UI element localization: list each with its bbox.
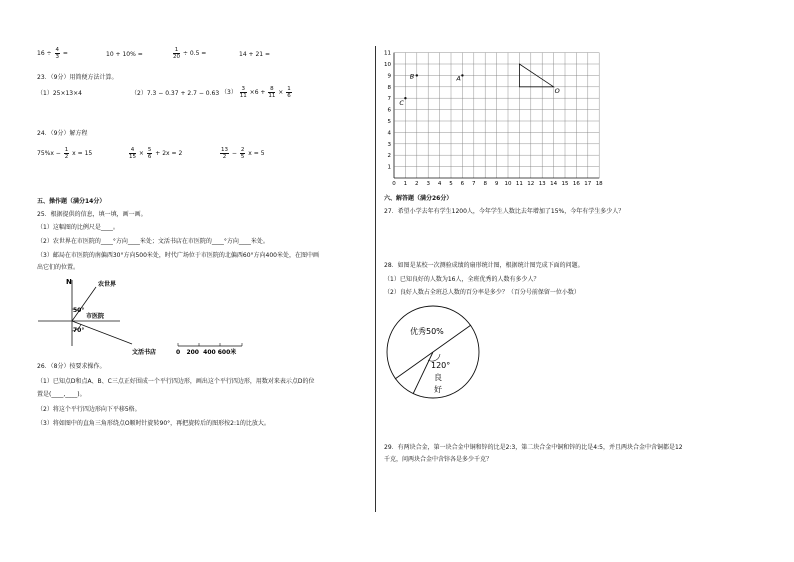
coordinate-grid <box>380 48 610 190</box>
denominator: 3 <box>55 54 59 60</box>
point-B-label: B <box>409 72 415 81</box>
q23-part3-label: （3） <box>221 89 237 96</box>
hospital-label: 市医院 <box>86 313 105 320</box>
q23-part1: （1）25×13×4 <box>37 90 82 97</box>
pie-label-excellent: 优秀50% <box>410 327 444 336</box>
angle-70-label: 70° <box>73 327 85 334</box>
denominator: 2 <box>222 154 227 160</box>
denominator: 11 <box>268 93 276 99</box>
bookstore-label: 文活书店 <box>132 349 157 356</box>
point-A <box>461 74 463 76</box>
q25-part1: （1）这幅图的比例尺是____。 <box>37 224 119 231</box>
q24-eq2 <box>128 147 182 160</box>
pie-label-angle: 120° <box>431 361 451 370</box>
fraction <box>173 47 180 60</box>
denominator: 20 <box>173 54 180 60</box>
numerator: 5 <box>147 147 152 153</box>
pie-divider-good <box>413 352 433 394</box>
x-tick-label: 10 <box>504 181 512 187</box>
q29-line1: 29．有两块合金，第一块合金中铜和锌的比是2:3，第二块合金中铜和锌的比是4:5，并且两块合金中含铜都是12 <box>384 444 683 451</box>
x-tick-label: 3 <box>426 181 430 187</box>
direction-map <box>36 276 296 360</box>
y-tick-label: 10 <box>384 62 391 68</box>
fraction <box>64 147 70 160</box>
q23-title: 23．（9分）用简便方法计算。 <box>37 74 118 81</box>
x-tick-label: 15 <box>561 181 569 187</box>
numerator: 2 <box>240 147 245 153</box>
north-label: N <box>66 278 72 286</box>
q23-part2: （2）7.3 − 0.37 + 2.7 − 0.63 <box>131 90 220 97</box>
y-tick-label: 7 <box>387 96 391 103</box>
pie-divider-excellent <box>395 352 433 379</box>
fraction <box>240 86 247 99</box>
numerator: 13 <box>221 147 228 153</box>
oral-calc-4: 14 + 21 = <box>239 51 271 58</box>
q24-eq3-op: − <box>231 150 237 157</box>
denominator: 2 <box>64 154 69 160</box>
x-tick-label: 11 <box>515 181 523 187</box>
section6-title: 六、解答题（满分26分） <box>384 195 453 202</box>
q24-eq1-b: x = 15 <box>72 150 93 157</box>
fraction <box>55 47 61 60</box>
x-tick-label: 2 <box>415 181 419 187</box>
q24-eq2-op: × <box>138 150 144 157</box>
section5-title: 五、操作题（满分14分） <box>37 198 106 205</box>
y-tick-label: 6 <box>387 107 391 114</box>
numerator: 8 <box>270 86 274 92</box>
fraction <box>147 147 153 160</box>
x-tick-label: 14 <box>550 181 558 187</box>
column-divider <box>375 46 376 512</box>
y-tick-label: 5 <box>387 119 391 125</box>
numerator: 4 <box>55 47 59 53</box>
x-tick-label: 18 <box>595 181 603 187</box>
q26-part1-line2: 置是(____,____)。 <box>37 391 86 398</box>
denominator: 15 <box>129 154 136 160</box>
y-tick-label: 11 <box>384 50 391 57</box>
q29-line2: 千克，问两块合金中含锌各是多少千克？ <box>384 456 493 463</box>
q26-part2: （2）将这个平行四边形向下平移5格。 <box>37 406 141 413</box>
y-tick-label: 8 <box>387 84 391 91</box>
q28-part1: （1）已知良好的人数为16人，全班优秀的人数有多少人？ <box>384 276 540 283</box>
y-tick-label: 2 <box>387 153 391 160</box>
q28-title: 28．如图是某校一次测验成绩的扇形统计图，根据统计图完成下面的问题。 <box>384 262 584 269</box>
q27: 27．希望小学去年有学生1200人，今年学生人数比去年增加了15%，今年有学生多少人？ <box>384 208 625 215</box>
pie-chart <box>383 304 483 404</box>
x-tick-label: 0 <box>392 181 396 187</box>
q25-title: 25．根据提供的信息，填一填，画一画。 <box>37 211 147 218</box>
point-B <box>416 74 418 76</box>
x-tick-label: 17 <box>584 181 592 187</box>
x-tick-label: 5 <box>449 181 453 187</box>
y-tick-label: 1 <box>387 164 391 171</box>
q25-part3-line2: 出它们的位置。 <box>37 264 80 271</box>
oral-calc-3 <box>172 47 206 60</box>
oral-calc-1-text: 16 ÷ <box>37 50 52 57</box>
denominator: 11 <box>239 93 247 99</box>
q25-part2: （2）农世界在市医院的____°方向____米处；文活书店在市医院的____°方向____米处。 <box>37 238 269 245</box>
pie-label-good-2: 好 <box>434 385 442 394</box>
numerator: 1 <box>174 47 179 53</box>
q25-part3-line1: （3）邮局在市医院的南偏西30°方向500米处，时代广场位于市医院的北偏西60°方向400米处，在图中画 <box>37 252 319 259</box>
denominator: 6 <box>147 154 152 160</box>
x-tick-label: 7 <box>472 181 476 187</box>
nongshijie-label: 农世界 <box>98 281 117 288</box>
fraction <box>286 86 292 99</box>
x-tick-label: 9 <box>494 181 499 187</box>
angle-50-label: 50° <box>73 307 85 314</box>
q23-part3-op: ×6 + <box>249 89 266 96</box>
oral-calc-3-text: ÷ 0.5 = <box>182 50 207 57</box>
q24-eq3-b: x = 5 <box>248 150 265 157</box>
q24-eq3 <box>219 147 265 160</box>
point-C <box>404 97 406 99</box>
scale-label: 0 200 400 600米 <box>176 349 237 356</box>
q24-eq1 <box>37 147 92 160</box>
oral-calc-2: 10 + 10% = <box>106 51 143 58</box>
numerator: 1 <box>287 86 291 92</box>
x-tick-label: 16 <box>572 181 580 187</box>
x-tick-label: 12 <box>527 181 535 187</box>
point-O-label: O <box>554 86 560 95</box>
q23-part3 <box>221 86 293 99</box>
point-A-label: A <box>456 74 461 83</box>
oral-calc-1 <box>37 47 68 60</box>
q24-eq2-b: + 2x = 2 <box>155 150 183 157</box>
oral-calc-1-eq: = <box>62 50 68 57</box>
fraction <box>220 147 229 160</box>
q28-part2: （2）良好人数占全班总人数的百分率是多少？（百分号前保留一位小数） <box>384 289 580 296</box>
q26-part1-line1: （1）已知点D和点A、B、C三点正好围成一个平行四边形，画出这个平行四边形，用数对来表示点D的位 <box>37 378 315 385</box>
y-tick-label: 3 <box>387 141 391 148</box>
numerator: 1 <box>64 147 69 153</box>
pie-label-good-1: 良 <box>434 373 442 382</box>
denominator: 6 <box>287 93 291 99</box>
y-tick-label: 4 <box>387 130 391 137</box>
fraction <box>240 147 246 160</box>
numerator: 3 <box>241 86 245 92</box>
x-tick-label: 8 <box>483 181 487 187</box>
fraction <box>268 86 275 99</box>
y-tick-label: 9 <box>387 73 391 80</box>
q23-part3-op2: × <box>278 89 284 96</box>
q24-title: 24．（9分）解方程 <box>37 130 88 137</box>
x-tick-label: 6 <box>460 181 465 187</box>
q24-eq1-a: 75%x − <box>37 150 61 157</box>
fraction <box>129 147 136 160</box>
denominator: 5 <box>240 154 245 160</box>
x-tick-label: 1 <box>403 181 408 187</box>
numerator: 4 <box>130 147 135 153</box>
x-tick-label: 13 <box>538 181 546 187</box>
x-tick-label: 4 <box>437 181 442 187</box>
point-C-label: C <box>399 99 404 108</box>
q26-title: 26．（8分）按要求操作。 <box>37 363 106 370</box>
q26-part3: （3）将如图中的直角三角形绕点O顺时针旋转90°，再把旋转后的图形按2:1的比放大。 <box>37 420 270 427</box>
